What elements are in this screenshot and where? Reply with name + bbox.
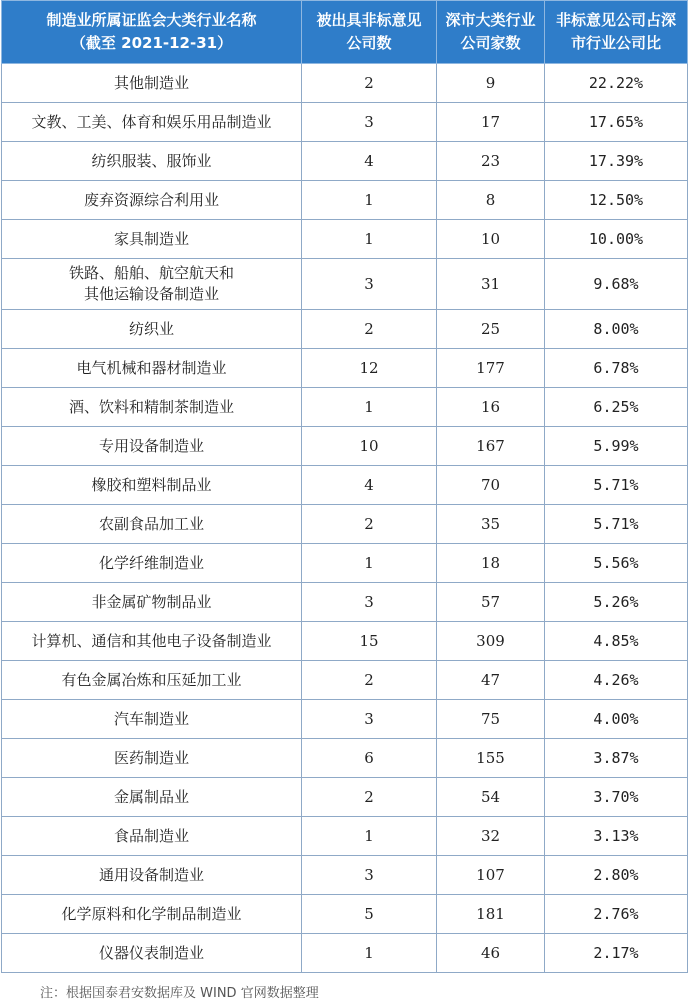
sz-company-count-cell: 25 [437, 310, 545, 349]
table-row [2, 310, 688, 349]
sz-company-count-cell: 18 [437, 544, 545, 583]
industry-name-cell [2, 259, 302, 310]
header-row [2, 1, 688, 64]
industry-name: 食品制造业 [113, 826, 189, 845]
table-row [2, 259, 688, 310]
industry-name-cell [2, 622, 302, 661]
nonstandard-count-cell: 1 [302, 388, 437, 427]
industry-name: 通用设备制造业 [98, 865, 204, 884]
nonstandard-count-cell: 4 [302, 142, 437, 181]
table-row [2, 220, 688, 259]
industry-name-line2: 其他运输设备制造业 [83, 285, 219, 303]
ratio-cell: 3.13% [545, 817, 688, 856]
footnote: 注：根据国泰君安数据库及 WIND 官网数据整理 [40, 986, 319, 1001]
table-body [2, 64, 688, 973]
industry-name: 废弃资源综合利用业 [83, 190, 219, 209]
ratio-cell: 6.25% [545, 388, 688, 427]
ratio-cell: 5.26% [545, 583, 688, 622]
industry-name: 仪器仪表制造业 [98, 943, 204, 962]
header-nonstandard-count-line1: 被出具非标意见 [316, 11, 422, 29]
industry-name: 纺织服装、服饰业 [91, 151, 212, 170]
sz-company-count-cell: 17 [437, 103, 545, 142]
industry-name: 有色金属冶炼和压延加工业 [61, 670, 242, 689]
industry-name-cell [2, 310, 302, 349]
ratio-cell: 3.70% [545, 778, 688, 817]
sz-company-count-cell: 16 [437, 388, 545, 427]
table-row [2, 700, 688, 739]
industry-name: 计算机、通信和其他电子设备制造业 [31, 631, 272, 650]
nonstandard-count-cell: 3 [302, 583, 437, 622]
header-ratio-line2: 市行业公司比 [570, 34, 661, 52]
nonstandard-count-cell: 6 [302, 739, 437, 778]
industry-name: 专用设备制造业 [98, 436, 204, 455]
sz-company-count-cell: 35 [437, 505, 545, 544]
table-row [2, 427, 688, 466]
table-row [2, 103, 688, 142]
nonstandard-count-cell: 4 [302, 466, 437, 505]
ratio-cell: 2.80% [545, 856, 688, 895]
sz-company-count-cell: 54 [437, 778, 545, 817]
table-row [2, 895, 688, 934]
nonstandard-count-cell: 3 [302, 856, 437, 895]
sz-company-count-cell: 8 [437, 181, 545, 220]
industry-name-cell [2, 388, 302, 427]
nonstandard-count-cell: 5 [302, 895, 437, 934]
industry-name-cell [2, 544, 302, 583]
sz-company-count-cell: 181 [437, 895, 545, 934]
industry-name-cell [2, 778, 302, 817]
table-row [2, 817, 688, 856]
header-nonstandard-count-line2: 公司数 [346, 34, 392, 52]
table-row [2, 622, 688, 661]
header-ratio-line1: 非标意见公司占深 [555, 11, 676, 29]
sz-company-count-cell: 167 [437, 427, 545, 466]
ratio-cell: 8.00% [545, 310, 688, 349]
table-row [2, 661, 688, 700]
header-sz-company-count-line1: 深市大类行业 [445, 11, 536, 29]
industry-name-cell [2, 220, 302, 259]
ratio-cell: 2.17% [545, 934, 688, 973]
ratio-cell: 17.65% [545, 103, 688, 142]
nonstandard-count-cell: 2 [302, 778, 437, 817]
header-sz-company-count-line2: 公司家数 [460, 34, 521, 52]
industry-name-cell [2, 817, 302, 856]
ratio-cell: 4.26% [545, 661, 688, 700]
ratio-cell: 6.78% [545, 349, 688, 388]
ratio-cell: 5.71% [545, 505, 688, 544]
industry-name: 电气机械和器材制造业 [76, 358, 227, 377]
ratio-cell: 3.87% [545, 739, 688, 778]
industry-name: 文教、工美、体育和娱乐用品制造业 [31, 112, 272, 131]
ratio-cell: 5.99% [545, 427, 688, 466]
table-row [2, 739, 688, 778]
nonstandard-count-cell: 1 [302, 181, 437, 220]
industry-name-cell [2, 64, 302, 103]
ratio-cell: 17.39% [545, 142, 688, 181]
industry-name: 非金属矿物制品业 [91, 592, 212, 611]
table-row [2, 181, 688, 220]
industry-name-cell [2, 661, 302, 700]
sz-company-count-cell: 57 [437, 583, 545, 622]
ratio-cell: 9.68% [545, 259, 688, 310]
industry-name-cell [2, 895, 302, 934]
industry-name: 纺织业 [128, 319, 174, 338]
nonstandard-count-cell: 2 [302, 505, 437, 544]
sz-company-count-cell: 23 [437, 142, 545, 181]
industry-name: 化学纤维制造业 [98, 553, 204, 572]
sz-company-count-cell: 47 [437, 661, 545, 700]
industry-name-cell [2, 142, 302, 181]
ratio-cell: 2.76% [545, 895, 688, 934]
industry-name: 家具制造业 [113, 229, 189, 248]
ratio-cell: 10.00% [545, 220, 688, 259]
nonstandard-count-cell: 15 [302, 622, 437, 661]
table-row [2, 64, 688, 103]
nonstandard-count-cell: 1 [302, 220, 437, 259]
ratio-cell: 12.50% [545, 181, 688, 220]
industry-name: 汽车制造业 [113, 709, 189, 728]
industry-name: 橡胶和塑料制品业 [91, 475, 212, 494]
nonstandard-count-cell: 2 [302, 64, 437, 103]
header-nonstandard-count [302, 1, 437, 64]
ratio-cell: 5.71% [545, 466, 688, 505]
nonstandard-count-cell: 10 [302, 427, 437, 466]
sz-company-count-cell: 155 [437, 739, 545, 778]
nonstandard-count-cell: 1 [302, 817, 437, 856]
header-industry-name [2, 1, 302, 64]
table-row [2, 466, 688, 505]
industry-name: 铁路、船舶、航空航天和 [68, 264, 234, 282]
table-row [2, 349, 688, 388]
table-row [2, 388, 688, 427]
industry-name-cell [2, 505, 302, 544]
sz-company-count-cell: 10 [437, 220, 545, 259]
sz-company-count-cell: 32 [437, 817, 545, 856]
header-industry-name-line1: 制造业所属证监会大类行业名称 [46, 11, 257, 29]
ratio-cell: 4.00% [545, 700, 688, 739]
table-header [2, 1, 688, 64]
nonstandard-count-cell: 2 [302, 661, 437, 700]
industry-name: 医药制造业 [113, 748, 189, 767]
table-row [2, 142, 688, 181]
ratio-cell: 5.56% [545, 544, 688, 583]
industry-name: 酒、饮料和精制茶制造业 [68, 397, 234, 416]
industry-name-cell [2, 934, 302, 973]
industry-name-cell [2, 427, 302, 466]
sz-company-count-cell: 177 [437, 349, 545, 388]
table-row [2, 505, 688, 544]
data-table-wrapper [1, 0, 687, 973]
nonstandard-count-cell: 3 [302, 259, 437, 310]
ratio-cell: 22.22% [545, 64, 688, 103]
nonstandard-count-cell: 3 [302, 700, 437, 739]
table-row [2, 778, 688, 817]
sz-company-count-cell: 75 [437, 700, 545, 739]
table-row [2, 544, 688, 583]
sz-company-count-cell: 9 [437, 64, 545, 103]
industry-name-cell [2, 181, 302, 220]
industry-name-cell [2, 583, 302, 622]
nonstandard-count-cell: 12 [302, 349, 437, 388]
sz-company-count-cell: 309 [437, 622, 545, 661]
table-row [2, 583, 688, 622]
sz-company-count-cell: 107 [437, 856, 545, 895]
header-industry-name-line2: （截至 2021-12-31） [70, 34, 233, 52]
industry-name-cell [2, 349, 302, 388]
header-ratio [545, 1, 688, 64]
industry-name-cell [2, 739, 302, 778]
sz-company-count-cell: 70 [437, 466, 545, 505]
industry-name: 化学原料和化学制品制造业 [61, 904, 242, 923]
table-row [2, 934, 688, 973]
header-sz-company-count [437, 1, 545, 64]
industry-name: 其他制造业 [113, 73, 189, 92]
nonstandard-count-cell: 3 [302, 103, 437, 142]
table-row [2, 856, 688, 895]
industry-table [1, 0, 688, 973]
industry-name-cell [2, 700, 302, 739]
sz-company-count-cell: 31 [437, 259, 545, 310]
nonstandard-count-cell: 1 [302, 544, 437, 583]
industry-name: 农副食品加工业 [98, 514, 204, 533]
ratio-cell: 4.85% [545, 622, 688, 661]
industry-name-cell [2, 856, 302, 895]
industry-name: 金属制品业 [113, 787, 189, 806]
sz-company-count-cell: 46 [437, 934, 545, 973]
nonstandard-count-cell: 2 [302, 310, 437, 349]
industry-name-cell [2, 466, 302, 505]
nonstandard-count-cell: 1 [302, 934, 437, 973]
industry-name-cell [2, 103, 302, 142]
